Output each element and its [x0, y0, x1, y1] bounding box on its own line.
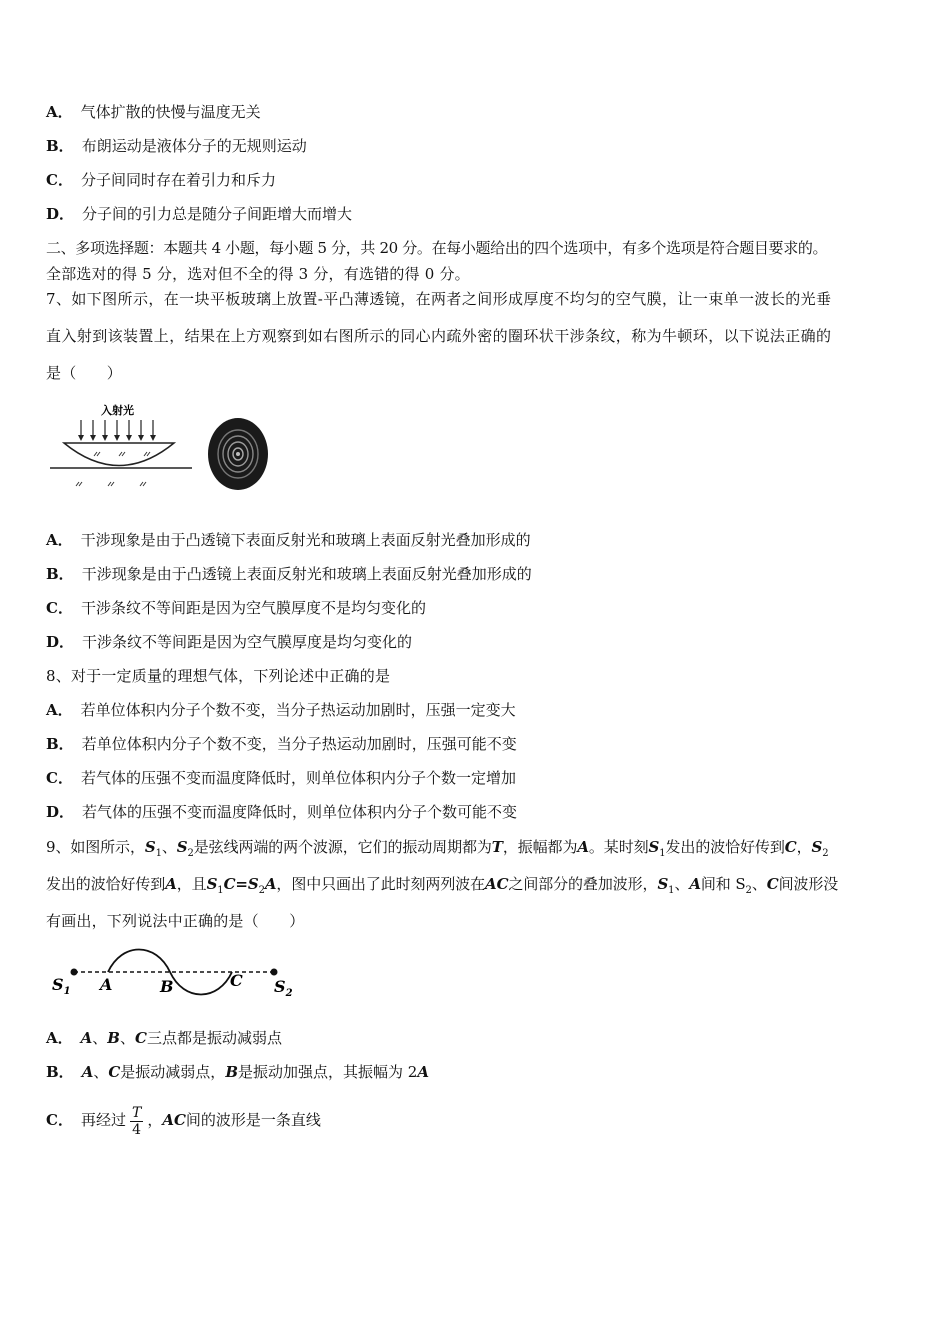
option-text: 若单位体积内分子个数不变，当分子热运动加剧时，压强可能不变 — [81, 735, 517, 753]
section2-line1: 二、多项选择题：本题共 4 小题，每小题 5 分，共 20 分。在每小题给出的四个选项中，有多个选项是符合题目要求的。 — [46, 239, 828, 257]
q8-option-b — [46, 734, 517, 754]
option-text: 干涉现象是由于凸透镜下表面反射光和玻璃上表面反射光叠加形成的 — [80, 531, 531, 549]
q8-stem: 8、对于一定质量的理想气体，下列论述中正确的是 — [46, 667, 391, 685]
label-a: A — [100, 975, 113, 994]
q7-option-a — [46, 530, 531, 550]
label-b: B — [160, 977, 174, 996]
q9-stem-line2: 发出的波恰好传到A，且$S_1C=S_2A$，图中只画出了此时刻两列波在AC之间部分的叠加波形，$S_1$、A间和 $S_2$、C间波形没 — [46, 875, 839, 896]
q6-option-d — [46, 204, 352, 224]
plano-convex-lens — [64, 443, 174, 466]
option-text: 分子间同时存在着引力和斥力 — [80, 171, 276, 189]
option-text: 干涉条纹不等间距是因为空气膜厚度不是均匀变化的 — [80, 599, 426, 617]
label-c: C — [230, 971, 243, 990]
fraction-t-over-4: $\frac{T}{4}$ — [131, 1104, 142, 1138]
option-label: A． — [46, 701, 73, 719]
option-label: B． — [46, 137, 74, 155]
section2-line2: 全部选对的得 5 分，选对但不全的得 3 分，有选错的得 0 分。 — [46, 265, 470, 283]
option-label: D． — [46, 633, 75, 651]
option-label: B． — [46, 735, 74, 753]
incident-light-label: 入射光 — [101, 404, 134, 417]
q6-option-b — [46, 136, 307, 156]
q7-stem-line2: 直入射到该装置上，结果在上方观察到如右图所示的同心内疏外密的圈环状干涉条纹，称为牛顿环，以下说法正确的 — [46, 327, 832, 345]
q7-option-d — [46, 632, 412, 652]
option-label: D． — [46, 803, 75, 821]
option-label: C． — [46, 599, 73, 617]
option-label: A． — [46, 531, 73, 549]
q9-option-c: C． 再经过 $\frac{T}{4}$ ，AC间的波形是一条直线 — [46, 1104, 321, 1138]
q7-option-c — [46, 598, 426, 618]
source-s1-dot — [71, 969, 78, 976]
option-text: 若气体的压强不变而温度降低时，则单位体积内分子个数一定增加 — [80, 769, 516, 787]
q9-stem-line3: 有画出，下列说法中正确的是（ ） — [46, 912, 305, 930]
label-s1: $S_1$ — [52, 975, 71, 997]
option-text: 布朗运动是液体分子的无规则运动 — [81, 137, 307, 155]
q6-option-a — [46, 102, 261, 122]
option-text: 若单位体积内分子个数不变，当分子热运动加剧时，压强一定变大 — [80, 701, 516, 719]
q9-option-b: B． A、C是振动减弱点，B是振动加强点，其振幅为 2A — [46, 1063, 429, 1081]
option-label: B． — [46, 565, 74, 583]
option-label: C． — [46, 769, 73, 787]
option-text: 干涉条纹不等间距是因为空气膜厚度是均匀变化的 — [82, 633, 413, 651]
q8-option-c — [46, 768, 516, 788]
arrow-heads — [78, 435, 156, 441]
source-s2-dot — [271, 969, 278, 976]
newton-ring-apparatus-figure — [46, 400, 196, 495]
q8-option-d — [46, 802, 517, 822]
label-s2: $S_2$ — [274, 977, 293, 999]
option-text: 干涉现象是由于凸透镜上表面反射光和玻璃上表面反射光叠加形成的 — [81, 565, 532, 583]
q9-stem-line1: 9、如图所示，$S_1$、$S_2$是弦线两端的两个波源，它们的振动周期都为T，振幅都为A。某时刻$S_1$发出的波恰好传到C，$S_2$ — [46, 838, 829, 859]
option-text: 若气体的压强不变而温度降低时，则单位体积内分子个数可能不变 — [82, 803, 518, 821]
string-wave-figure — [46, 940, 306, 1010]
q9-option-a: A． A、B、C三点都是振动减弱点 — [46, 1029, 282, 1047]
newton-rings-figure — [206, 412, 272, 492]
option-text: 气体扩散的快慢与温度无关 — [80, 103, 261, 121]
option-label: D． — [46, 205, 75, 223]
q8-option-a — [46, 700, 516, 720]
q6-option-c — [46, 170, 276, 190]
option-label: A． — [46, 103, 73, 121]
q7-stem-line1: 7、如下图所示，在一块平板玻璃上放置-平凸薄透镜，在两者之间形成厚度不均匀的空气膜，让一束单一波长的光垂 — [46, 290, 832, 308]
option-text: 分子间的引力总是随分子间距增大而增大 — [82, 205, 353, 223]
option-label: C． — [46, 171, 73, 189]
q7-stem-line3: 是（ ） — [46, 364, 123, 382]
q7-option-b — [46, 564, 532, 584]
